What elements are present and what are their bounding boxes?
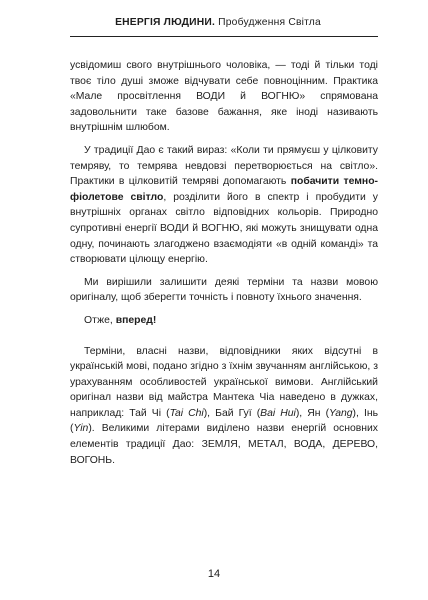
running-head: [50, 17, 386, 28]
body-text: [70, 58, 378, 468]
paragraph-4: [70, 313, 378, 329]
running-head-subtitle: Пробудження Світла: [215, 17, 321, 28]
term-tai-chi: Tai Chi: [169, 407, 204, 419]
header-rule: [70, 36, 378, 37]
paragraph-5-text-a: Терміни, власні назви, відповідники яких відсутні в українській мові, подано згідно з їхнім звучанням англійською, з урахуванням особливостей української вимови. Англійський оригінал назви від майстра Мантека Чіа наведено в дужках, наприклад: Тай Чі (: [70, 345, 378, 419]
section-gap: [70, 329, 378, 344]
paragraph-3-text: Ми вирішили залишити деякі терміни та назви мовою оригіналу, щоб зберегти точність і повноту їхнього значення.: [70, 276, 378, 304]
paragraph-3: [70, 275, 378, 306]
term-yin: Yin: [73, 423, 89, 435]
paragraph-5-text-b: ), Бай Гуї (: [203, 407, 261, 419]
paragraph-2-rest: , розділити його в спектр і пробудити у внутрішніх органах світло відповідних кольорів. Природно супротивні енергії ВОДИ й ВОГНЮ, які можуть знищувати одна одну, починають злагоджено взаємодіяти «в одній команді» та створювати цілющу енергію.: [70, 191, 378, 266]
term-yang: Yang: [329, 407, 353, 419]
page-number: 14: [207, 568, 221, 580]
running-head-title: ЕНЕРГІЯ ЛЮДИНИ.: [115, 17, 216, 28]
paragraph-4-text: Отже,: [84, 314, 113, 326]
paragraph-5-text-d: ), Інь (: [70, 407, 379, 435]
paragraph-5-text-e: ). Великими літерами виділено назви енергій основних елементів традиції Дао: ЗЕМЛЯ, МЕТАЛ, ВОДА, ДЕРЕВО, ВОГОНЬ.: [70, 423, 378, 466]
paragraph-5-text-c: ), Ян (: [295, 407, 330, 419]
term-bai-hui: Bai Hui: [260, 407, 296, 419]
paragraph-2: [70, 143, 378, 268]
paragraph-5: [70, 344, 378, 469]
paragraph-4-emphasis: вперед!: [115, 314, 157, 326]
paragraph-1-text: усвідомиш свого внутрішнього чоловіка, — тоді й тільки тоді твоє тіло душі зможе відчувати себе повноцінним. Практика «Мале просвітлення ВОДИ й ВОГНЮ» спрямована задовольнити таке базове бажання, яке іноді називають внутрішнім шлюбом.: [70, 60, 378, 134]
paragraph-2-text: У традиції Дао є такий вираз: «Коли ти прямуєш у цілковиту темряву, то темрява невдовзі перетворюється на світло». Практики в цілковитій темряві допомагають: [70, 144, 378, 188]
paragraph-1: [70, 58, 378, 136]
paragraph-2-emphasis: побачити темно-фіолетове світло: [70, 176, 378, 203]
